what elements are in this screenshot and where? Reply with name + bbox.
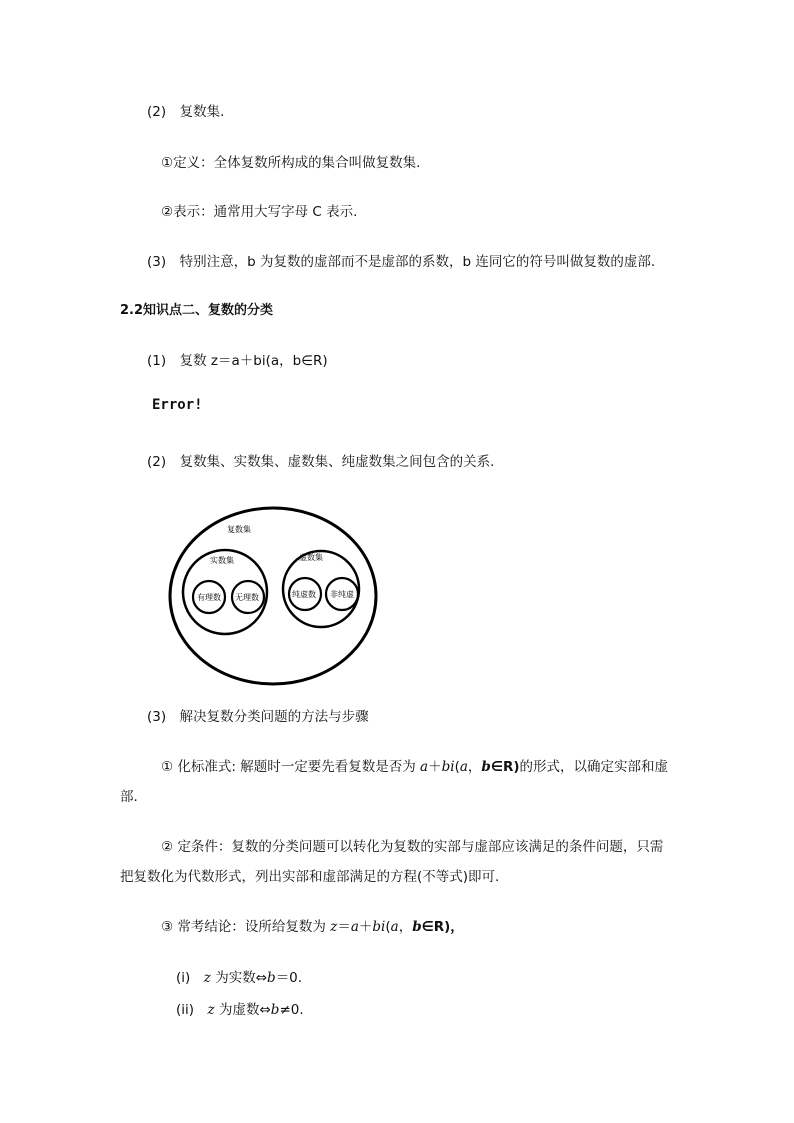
imaginary-set-label: 虚数集 bbox=[299, 553, 323, 562]
var-z: z bbox=[207, 1002, 215, 1018]
not-equals-zero: ≠0. bbox=[279, 1002, 304, 1018]
var-a: a bbox=[350, 919, 359, 935]
in-r: ∈R)， bbox=[421, 919, 464, 935]
var-b: b bbox=[412, 919, 422, 935]
var-a: a bbox=[420, 759, 429, 775]
equals: ＝ bbox=[337, 919, 351, 935]
sub-num: (ii) bbox=[176, 1002, 208, 1018]
real-condition: 为实数⇔ bbox=[210, 970, 268, 986]
paren: ( bbox=[454, 759, 460, 775]
conclusion-ii bbox=[176, 1001, 304, 1019]
item-3-note: (3) 特别注意，b 为复数的虚部而不是虚部的系数，b 连同它的符号叫做复数的虚部. bbox=[147, 254, 656, 270]
step-1-standard-form bbox=[120, 752, 675, 812]
step-3-conclusion bbox=[161, 918, 464, 936]
comma: ， bbox=[398, 919, 413, 935]
var-b: b bbox=[267, 970, 276, 986]
step-2-conditions: ② 定条件：复数的分类问题可以转化为复数的实部与虚部应该满足的条件问题，只需把复数化为代数形式，列出实部和虚部满足的方程(不等式)即可. bbox=[120, 839, 664, 885]
paren: ( bbox=[385, 919, 391, 935]
conclusion-i bbox=[176, 969, 302, 987]
imaginary-condition: 为虚数⇔ bbox=[214, 1002, 271, 1018]
var-b: b bbox=[270, 1002, 280, 1018]
rational-label: 有理数 bbox=[197, 593, 221, 602]
in-r: ∈R) bbox=[490, 759, 520, 775]
equals-zero: ＝0. bbox=[275, 970, 303, 986]
plus-sign: ＋ bbox=[358, 919, 373, 935]
step-3-text: ③ 常考结论：设所给复数为 bbox=[161, 919, 331, 935]
var-b: b bbox=[481, 759, 491, 775]
plus-sign: ＋ bbox=[428, 759, 442, 775]
step-1-text-a: ① 化标准式: 解题时一定要先看复数是否为 bbox=[161, 759, 421, 775]
var-a: a bbox=[390, 919, 399, 935]
sub-num: (i) bbox=[176, 970, 204, 986]
nonpure-imaginary-label: 非纯虚 bbox=[330, 590, 354, 599]
var-z: z bbox=[330, 919, 338, 935]
notation-line: ②表示：通常用大写字母 C 表示. bbox=[161, 204, 358, 220]
var-a: a bbox=[459, 759, 468, 775]
var-z: z bbox=[203, 970, 211, 986]
pure-imaginary-label: 纯虚数 bbox=[292, 590, 316, 599]
real-set-label: 实数集 bbox=[210, 556, 234, 565]
definition-line: ①定义：全体复数所构成的集合叫做复数集. bbox=[161, 155, 421, 171]
item-2-relation: (2) 复数集、实数集、虚数集、纯虚数集之间包含的关系. bbox=[147, 454, 495, 470]
section-heading: 2.2知识点二、复数的分类 bbox=[120, 303, 274, 318]
item-1-complex-number: (1) 复数 z＝a＋bi(a，b∈R) bbox=[147, 353, 328, 369]
irrational-label: 无理数 bbox=[235, 593, 259, 602]
var-bi: bi bbox=[372, 919, 386, 935]
var-bi: bi bbox=[441, 759, 455, 775]
error-text: Error! bbox=[152, 397, 203, 413]
step-1-text-b: 的形式，以确定实部和虚部. bbox=[120, 759, 669, 805]
item-2-complex-set: (2) 复数集. bbox=[147, 104, 225, 120]
item-3-method: (3) 解决复数分类问题的方法与步骤 bbox=[147, 709, 369, 725]
complex-set-label: 复数集 bbox=[227, 525, 251, 534]
comma: ， bbox=[467, 759, 482, 775]
set-diagram bbox=[163, 500, 383, 690]
